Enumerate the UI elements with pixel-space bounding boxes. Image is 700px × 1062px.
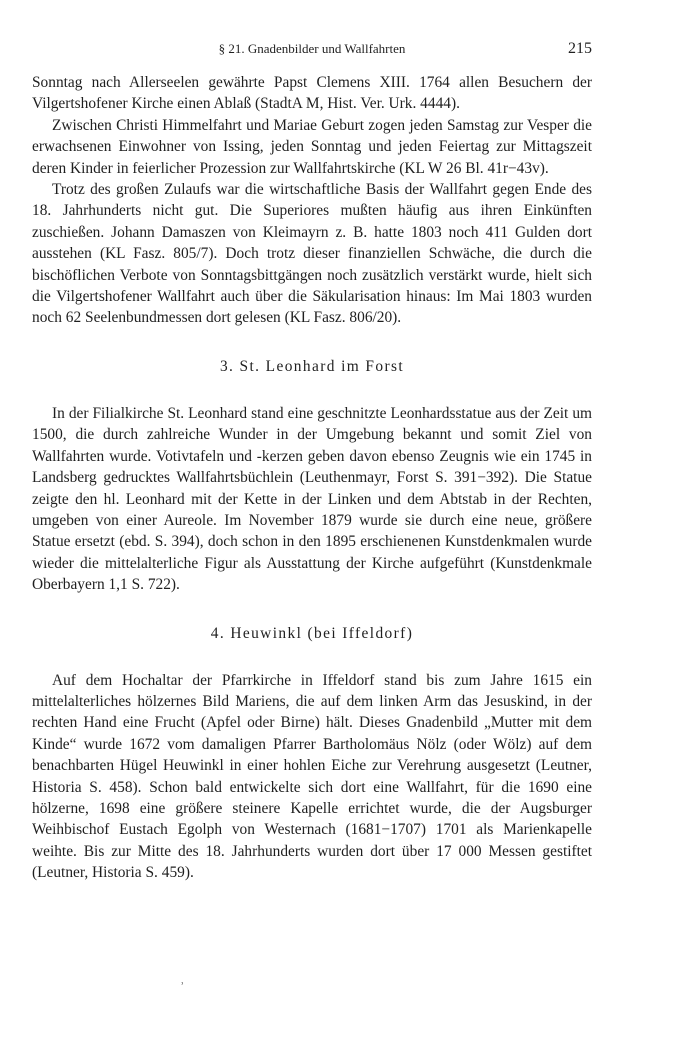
- page-number: 215: [568, 40, 592, 57]
- section-heading: 4. Heuwinkl (bei Iffeldorf): [210, 624, 414, 642]
- paragraph: Zwischen Christi Himmelfahrt und Mariae Geburt zogen jeden Samstag zur Vesper die erwachsenen Einwohner von Issing, jeden Sonntag und jeden Feiertag zur Mittagszeit deren Kinder in feierlicher Prozession zur Wallfahrtskirche (KL W 26 Bl. 41r−43v).: [32, 116, 592, 177]
- running-head: [32, 38, 592, 60]
- ink-speck: ˒: [180, 974, 185, 989]
- section-paragraph: In der Filialkirche St. Leonhard stand eine geschnitzte Leonhardsstatue aus der Zeit um 1500, die durch zahlreiche Wunder in der Umgebung bekannt und somit Ziel von Wallfahrten wurde. Votivtafeln und -kerzen geben davon ebenso Zeugnis wie ein 1745 in Landsberg gedrucktes Wallfahrtsbüchlein (Leuthenmayr, Forst S. 391−392). Die Statue zeigte den hl. Leonhard mit der Kette in der Linken und dem Abtstab in der Rechten, umgeben von einer Aureole. Im November 1879 wurde sie durch eine neue, größere Statue ersetzt (ebd. S. 394), doch schon in den 1895 erschienenen Kunstdenkmalen wurde wieder die mittelalterliche Figur als Ausstattung der Kirche aufgeführt (Kunstdenkmale Oberbayern 1,1 S. 722).: [32, 404, 592, 594]
- paragraph: Sonntag nach Allerseelen gewährte Papst Clemens XIII. 1764 allen Besuchern der Vilgertshofener Kirche einen Ablaß (StadtA M, Hist. Ver. Urk. 4444).: [32, 74, 592, 113]
- section-paragraph: Auf dem Hochaltar der Pfarrkirche in Iffeldorf stand bis zum Jahre 1615 ein mittelalterliches hölzernes Bild Mariens, die auf dem linken Arm das Jesuskind, in der rechten Hand eine Frucht (Apfel oder Birne) hält. Dieses Gnadenbild „Mutter mit dem Kinde“ wurde 1672 vom damaligen Pfarrer Bartholomäus Nölz (oder Wölz) auf dem benachbarten Hügel Heuwinkl in einer hohlen Eiche zur Verehrung ausgesetzt (Leutner, Historia S. 458). Schon bald entwickelte sich dort eine Wallfahrt, für die 1690 eine hölzerne, 1698 eine größere steinere Kapelle errichtet wurde, die der Augsburger Weihbischof Eustach Egolph von Westernach (1681−1707) 1701 als Marienkapelle weihte. Bis zur Mitte des 18. Jahrhunderts wurden dort über 17 000 Messen gestiftet (Leutner, Historia S. 459).: [32, 671, 592, 882]
- section-heading: 3. St. Leonhard im Forst: [219, 357, 405, 375]
- paragraph: Trotz des großen Zulaufs war die wirtschaftliche Basis der Wallfahrt gegen Ende des 18. Jahrhunderts nicht gut. Die Superiores mußten häufig aus ihren Einkünften zuschießen. Johann Damaszen von Kleimayrn z. B. hatte 1803 noch 411 Gulden dort ausstehen (KL Fasz. 805/7). Doch trotz dieser finanziellen Schwäche, die durch die bischöflichen Verbote von Sonntagsbittgängen noch zusätzlich verstärkt wurde, hielt sich die Vilgertshofener Wallfahrt auch über die Säkularisation hinaus: Im Mai 1803 wurden noch 62 Seelenbundmessen dort gelesen (KL Fasz. 806/20).: [32, 181, 592, 327]
- body-text: [32, 72, 592, 884]
- running-title: § 21. Gnadenbilder und Wallfahrten: [218, 41, 406, 56]
